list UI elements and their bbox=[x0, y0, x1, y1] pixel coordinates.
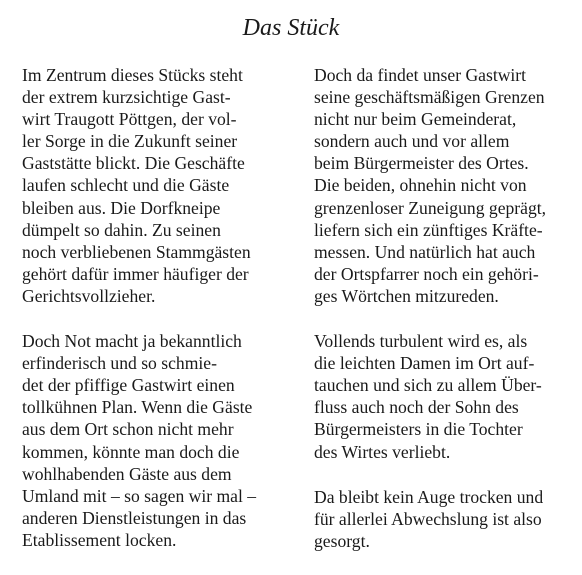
text-line: die leichten Damen im Ort auf- bbox=[314, 353, 535, 374]
text-line: wohlhabenden Gäste aus dem bbox=[22, 463, 232, 484]
text-line: sondern auch und vor allem bbox=[314, 131, 510, 152]
text-line: aus dem Ort schon nicht mehr bbox=[22, 419, 234, 440]
text-line: tauchen und sich zu allem Über- bbox=[314, 375, 542, 396]
text-line: Die beiden, ohnehin nicht von bbox=[314, 175, 527, 196]
text-line: wirt Traugott Pöttgen, der vol- bbox=[22, 109, 237, 130]
page-title: Das Stück bbox=[242, 15, 340, 41]
text-line: nicht nur beim Gemeinderat, bbox=[314, 109, 517, 130]
paragraph bbox=[314, 486, 580, 552]
text-line: Da bleibt kein Auge trocken und bbox=[314, 486, 544, 507]
text-line: der extrem kurzsichtige Gast- bbox=[22, 87, 231, 108]
text-line: erfinderisch und so schmie- bbox=[22, 353, 217, 374]
left-column bbox=[22, 64, 298, 574]
text-line: für allerlei Abwechslung ist also bbox=[314, 508, 542, 529]
text-line: des Wirtes verliebt. bbox=[314, 441, 451, 462]
text-line: kommen, könnte man doch die bbox=[22, 441, 240, 462]
text-line: ges Wörtchen mitzureden. bbox=[314, 285, 499, 306]
text-line: liefern sich ein zünftiges Kräfte- bbox=[314, 219, 543, 240]
text-line: Gaststätte blickt. Die Geschäfte bbox=[22, 153, 245, 174]
text-line: Gerichtsvollzieher. bbox=[22, 285, 156, 306]
text-line: bleiben aus. Die Dorfkneipe bbox=[22, 197, 221, 218]
text-line: Im Zentrum dieses Stücks steht bbox=[22, 65, 243, 85]
text-line: det der pfiffige Gastwirt einen bbox=[22, 375, 235, 396]
paragraph bbox=[22, 64, 298, 307]
text-line: dümpelt so dahin. Zu seinen bbox=[22, 219, 221, 240]
text-line: grenzenloser Zuneigung geprägt, bbox=[314, 197, 547, 218]
right-column bbox=[314, 64, 580, 575]
text-line: der Ortspfarrer noch ein gehöri- bbox=[314, 263, 539, 284]
text-line: Doch Not macht ja bekanntlich bbox=[22, 331, 242, 352]
text-line: anderen Dienstleistungen in das bbox=[22, 507, 247, 528]
text-line: tollkühnen Plan. Wenn die Gäste bbox=[22, 397, 253, 418]
text-line: Vollends turbulent wird es, als bbox=[314, 331, 528, 352]
text-line: Bürgermeisters in die Tochter bbox=[314, 419, 523, 440]
text-line: laufen schlecht und die Gäste bbox=[22, 175, 230, 196]
text-line: ler Sorge in die Zukunft seiner bbox=[22, 131, 238, 152]
text-line: Doch da findet unser Gastwirt bbox=[314, 65, 527, 85]
text-line: messen. Und natürlich hat auch bbox=[314, 241, 536, 262]
text-line: seine geschäftsmäßigen Grenzen bbox=[314, 87, 545, 108]
text-line: fluss auch noch der Sohn des bbox=[314, 397, 519, 418]
text-line: Umland mit – so sagen wir mal – bbox=[22, 485, 257, 506]
text-line: gehört dafür immer häufiger der bbox=[22, 263, 249, 284]
paragraph bbox=[22, 330, 298, 551]
text-line: noch verbliebenen Stammgästen bbox=[22, 241, 251, 262]
text-line: gesorgt. bbox=[314, 530, 370, 551]
paragraph bbox=[314, 64, 580, 307]
text-line: Etablissement locken. bbox=[22, 529, 177, 550]
text-line: beim Bürgermeister des Ortes. bbox=[314, 153, 529, 174]
paragraph bbox=[314, 330, 580, 463]
